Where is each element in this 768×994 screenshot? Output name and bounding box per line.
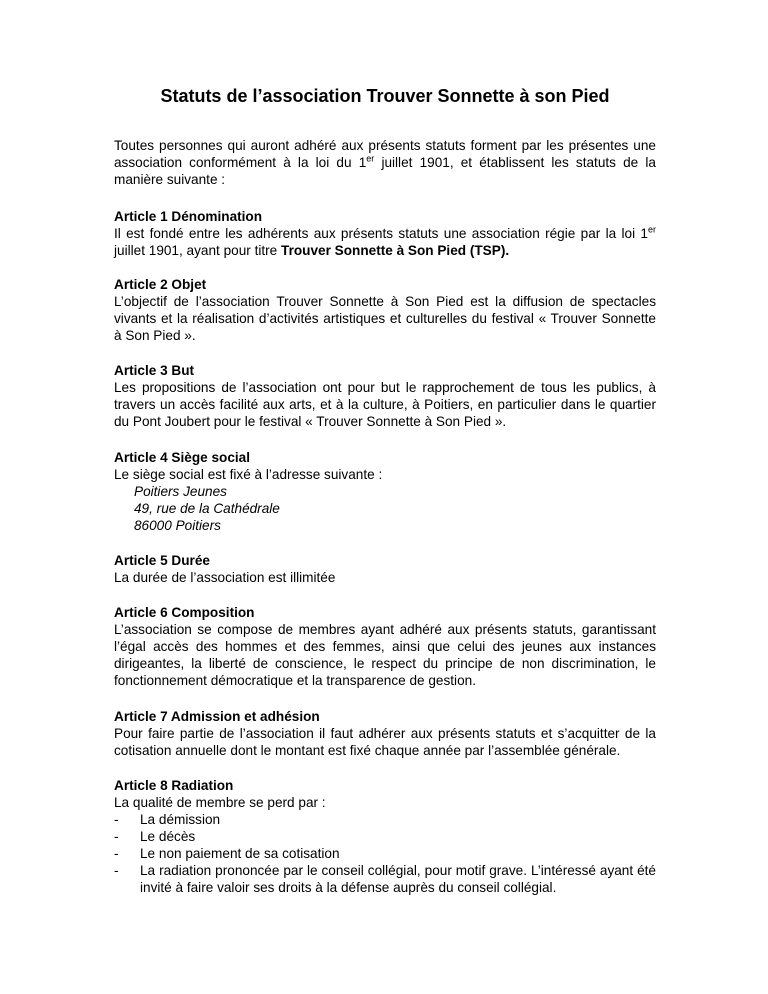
article-5-text: La durée de l’association est illimitée [114, 570, 336, 585]
article-1 [114, 208, 656, 259]
article-1-heading: Article 1 Dénomination [114, 209, 263, 224]
radiation-list [114, 811, 656, 896]
list-dash: - [114, 846, 119, 861]
article-7-text: Pour faire partie de l’association il faut adhérer aux présents statuts et s’acquitter de la cotisation annuelle dont le montant est fixé chaque année par l’assemblée générale. [114, 726, 656, 758]
article-2 [114, 276, 656, 344]
article-1-text [114, 225, 656, 259]
list-item-text: La démission [140, 812, 221, 827]
article-8-heading: Article 8 Radiation [114, 778, 234, 793]
list-item-text: Le décès [140, 829, 196, 844]
article-6-text: L’association se compose de membres ayant adhéré aux présents statuts, garantissant l’égal accès des hommes et des femmes, ainsi que celui des jeunes aux instances dirigeantes, la liberté de conscience, le respect du principe de non discrimination, le fonctionnement démocratique et la transparence de gestion. [114, 622, 656, 688]
list-item [114, 845, 656, 862]
intro-text-end: juillet 1901, et établissent les statuts de la manière suivante : [114, 155, 656, 187]
article-5-heading: Article 5 Durée [114, 553, 210, 568]
address-line-1: Poitiers Jeunes [134, 484, 227, 499]
article-1-superscript: er [647, 224, 656, 235]
article-2-heading: Article 2 Objet [114, 277, 207, 292]
list-dash: - [114, 812, 119, 827]
article-3-text: Les propositions de l’association ont pour but le rapprochement de tous les publics, à travers un accès facilité aux arts, et à la culture, à Poitiers, en particulier dans le quartier du Pont Joubert pour le festival « Trouver Sonnette à Son Pied ». [114, 380, 656, 429]
article-6 [114, 604, 656, 689]
list-item-text: Le non paiement de sa cotisation [140, 846, 340, 861]
article-4-text: Le siège social est fixé à l’adresse suivante : [114, 467, 383, 482]
article-2-text: L’objectif de l’association Trouver Sonnette à Son Pied est la diffusion de spectacles vivants et la réalisation d’activités artistiques et culturelles du festival « Trouver Sonnette à Son Pied ». [114, 294, 656, 343]
article-5 [114, 552, 656, 586]
list-dash: - [114, 863, 119, 878]
article-7 [114, 708, 656, 759]
article-6-heading: Article 6 Composition [114, 605, 255, 620]
article-1-association-name: Trouver Sonnette à Son Pied (TSP). [281, 243, 510, 258]
article-4-heading: Article 4 Siège social [114, 450, 251, 465]
article-8 [114, 777, 656, 896]
address-line-3: 86000 Poitiers [134, 518, 221, 533]
article-3-heading: Article 3 But [114, 363, 195, 378]
intro-superscript: er [366, 153, 375, 164]
list-item-text: La radiation prononcée par le conseil collégial, pour motif grave. L’intéressé ayant été invité à faire valoir ses droits à la défense auprès du conseil collégial. [140, 863, 656, 895]
article-3 [114, 362, 656, 430]
document-title: Statuts de l’association Trouver Sonnette à son Pied [160, 86, 610, 106]
list-item [114, 828, 656, 845]
intro-paragraph [114, 137, 656, 188]
article-1-text-middle: juillet 1901, ayant pour titre [114, 243, 282, 258]
list-item [114, 862, 656, 896]
list-item [114, 811, 656, 828]
list-dash: - [114, 829, 119, 844]
address-line-2: 49, rue de la Cathédrale [134, 501, 280, 516]
article-7-heading: Article 7 Admission et adhésion [114, 709, 320, 724]
article-8-text: La qualité de membre se perd par : [114, 795, 326, 810]
intro-text: Toutes personnes qui auront adhéré aux présents statuts forment par les présentes une association conformément à la loi du 1 [114, 138, 656, 170]
article-4 [114, 449, 656, 534]
article-1-text-start: Il est fondé entre les adhérents aux présents statuts une association régie par la loi 1 [114, 226, 648, 241]
